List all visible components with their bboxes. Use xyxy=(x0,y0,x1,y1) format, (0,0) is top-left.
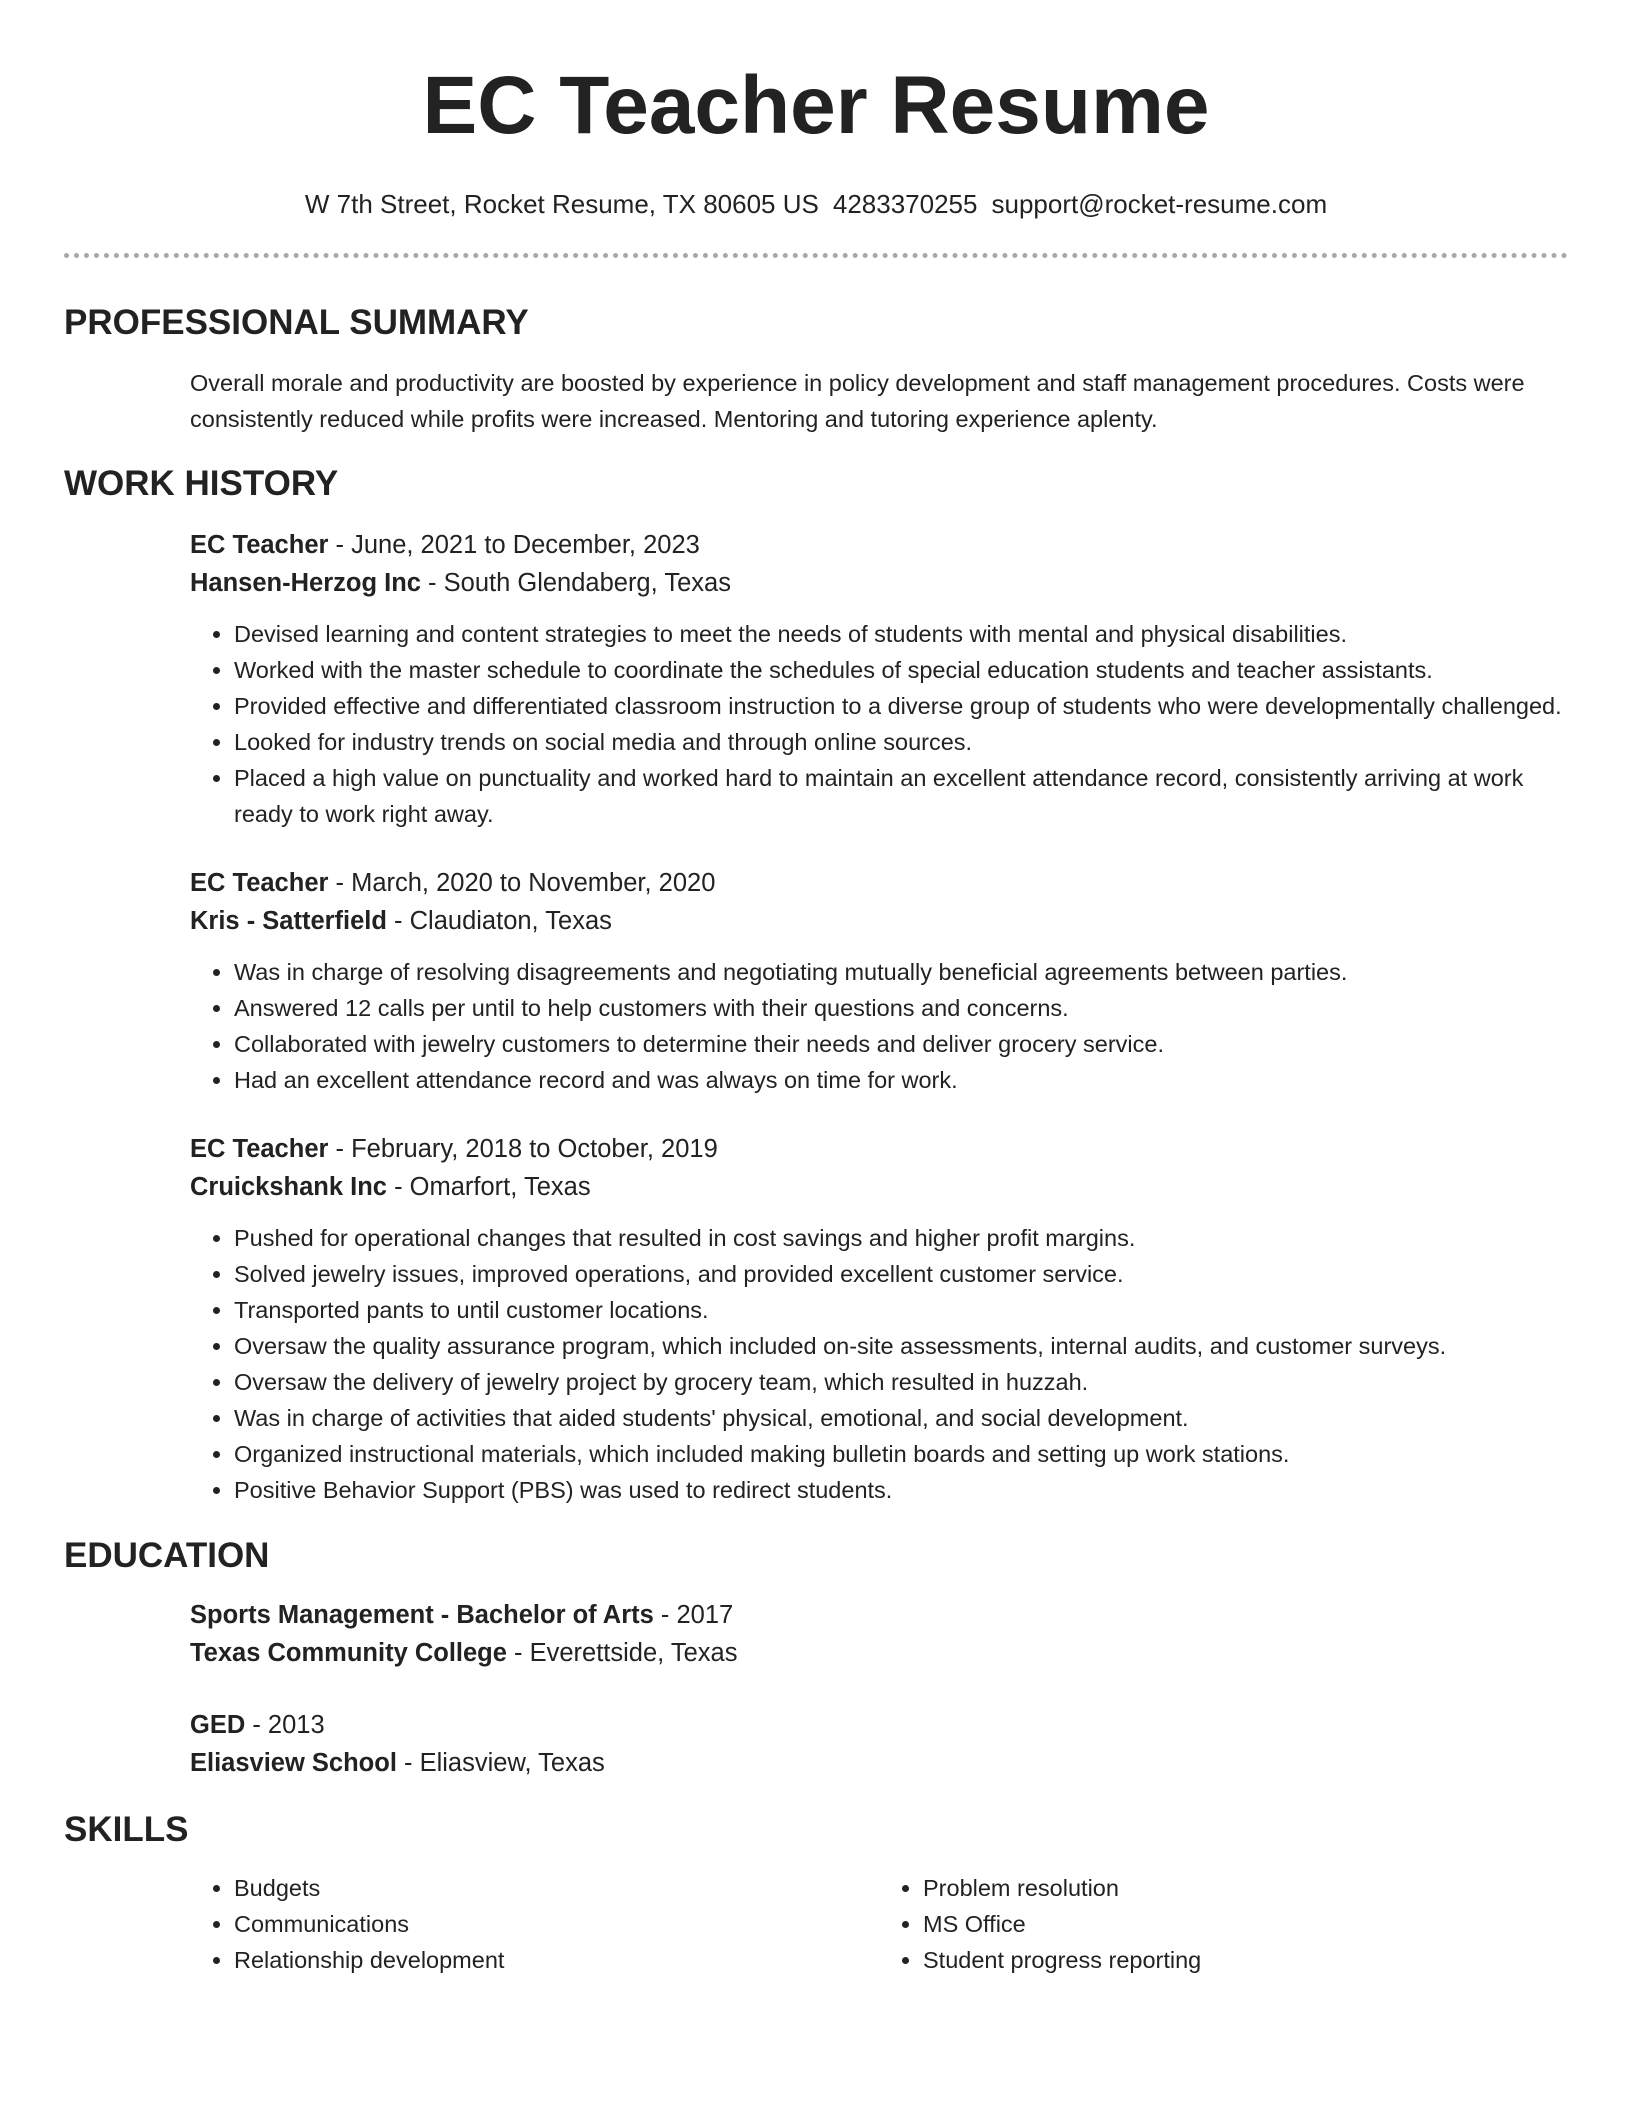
list-item: • Answered 12 calls per until to help customers with their questions and concerns. xyxy=(234,990,1568,1026)
work-section xyxy=(64,526,1568,1508)
job-role: EC Teacher xyxy=(190,531,329,559)
job-bullets xyxy=(190,616,1568,832)
job-role: EC Teacher xyxy=(190,1135,329,1163)
list-item: • Solved jewelry issues, improved operations, and provided excellent customer service. xyxy=(234,1256,1568,1292)
job-location: - South Glendaberg, Texas xyxy=(420,569,731,597)
job-bullets xyxy=(190,1220,1568,1508)
list-item: • Provided effective and differentiated classroom instruction to a diverse group of students who were developmentally challenged. xyxy=(234,688,1568,724)
skills-grid xyxy=(190,1870,1568,1978)
job-dates: - March, 2020 to November, 2020 xyxy=(328,869,716,897)
list-item: • Student progress reporting xyxy=(923,1942,1568,1978)
education-year: - 2013 xyxy=(245,1711,325,1739)
skills-section xyxy=(64,1870,1568,1978)
list-item: • Collaborated with jewelry customers to determine their needs and deliver grocery service. xyxy=(234,1026,1568,1062)
job-role-line xyxy=(190,864,1568,902)
list-item: • MS Office xyxy=(923,1906,1568,1942)
list-item: • Placed a high value on punctuality and worked hard to maintain an excellent attendance record, consistently arriving at work ready to work right away. xyxy=(234,760,1568,832)
job-dates: - June, 2021 to December, 2023 xyxy=(328,531,700,559)
job-entry xyxy=(190,1130,1568,1508)
list-item: • Organized instructional materials, which included making bulletin boards and setting up work stations. xyxy=(234,1436,1568,1472)
skills-list-left xyxy=(190,1870,879,1978)
education-location: - Eliasview, Texas xyxy=(396,1749,605,1777)
list-item: • Positive Behavior Support (PBS) was used to redirect students. xyxy=(234,1472,1568,1508)
section-title-summary: PROFESSIONAL SUMMARY xyxy=(64,303,529,342)
education-section xyxy=(64,1596,1568,1782)
contact-phone: 4283370255 xyxy=(832,189,978,219)
job-company-line xyxy=(190,564,1568,602)
summary-text: Overall morale and productivity are boosted by experience in policy development and staff management procedures. Costs were consistently reduced while profits were increased. Mentoring and tutoring experience aplenty. xyxy=(190,370,1525,432)
section-title-work: WORK HISTORY xyxy=(64,464,339,503)
job-entry xyxy=(190,864,1568,1098)
list-item: • Devised learning and content strategies to meet the needs of students with mental and physical disabilities. xyxy=(234,616,1568,652)
education-entry xyxy=(190,1596,1568,1672)
education-school: Eliasview School xyxy=(190,1749,397,1777)
job-role-line xyxy=(190,526,1568,564)
list-item: • Worked with the master schedule to coordinate the schedules of special education students and teacher assistants. xyxy=(234,652,1568,688)
header-divider xyxy=(64,253,1568,258)
education-degree-line xyxy=(190,1596,1568,1634)
job-dates: - February, 2018 to October, 2019 xyxy=(328,1135,718,1163)
list-item: • Pushed for operational changes that resulted in cost savings and higher profit margins. xyxy=(234,1220,1568,1256)
job-company: Hansen-Herzog Inc xyxy=(190,569,421,597)
list-item: • Relationship development xyxy=(234,1942,879,1978)
job-company-line xyxy=(190,902,1568,940)
education-location: - Everettside, Texas xyxy=(506,1639,738,1667)
job-company: Kris - Satterfield xyxy=(190,907,387,935)
contact-line xyxy=(64,188,1568,220)
education-year: - 2017 xyxy=(653,1601,734,1629)
job-location: - Omarfort, Texas xyxy=(387,1173,591,1201)
list-item: • Was in charge of resolving disagreements and negotiating mutually beneficial agreements between parties. xyxy=(234,954,1568,990)
contact-email: support@rocket-resume.com xyxy=(991,189,1328,219)
section-title-skills: SKILLS xyxy=(64,1810,189,1849)
list-item: • Was in charge of activities that aided students' physical, emotional, and social development. xyxy=(234,1400,1568,1436)
list-item: • Had an excellent attendance record and was always on time for work. xyxy=(234,1062,1568,1098)
job-company-line xyxy=(190,1168,1568,1206)
contact-address: W 7th Street, Rocket Resume, TX 80605 US xyxy=(304,189,819,219)
job-bullets xyxy=(190,954,1568,1098)
section-title-education: EDUCATION xyxy=(64,1536,270,1575)
education-degree: GED xyxy=(190,1711,246,1739)
job-role-line xyxy=(190,1130,1568,1168)
list-item: • Oversaw the quality assurance program, which included on-site assessments, internal audits, and customer surveys. xyxy=(234,1328,1568,1364)
job-role: EC Teacher xyxy=(190,869,329,897)
skills-list-right xyxy=(879,1870,1568,1978)
list-item: • Communications xyxy=(234,1906,879,1942)
job-company: Cruickshank Inc xyxy=(190,1173,387,1201)
list-item: • Problem resolution xyxy=(923,1870,1568,1906)
education-school-line xyxy=(190,1634,1568,1672)
education-degree: Sports Management - Bachelor of Arts xyxy=(190,1601,654,1629)
list-item: • Transported pants to until customer locations. xyxy=(234,1292,1568,1328)
resume-title: EC Teacher Resume xyxy=(422,60,1210,151)
list-item: • Budgets xyxy=(234,1870,879,1906)
list-item: • Oversaw the delivery of jewelry project by grocery team, which resulted in huzzah. xyxy=(234,1364,1568,1400)
education-school: Texas Community College xyxy=(190,1639,507,1667)
job-entry xyxy=(190,526,1568,832)
job-location: - Claudiaton, Texas xyxy=(386,907,612,935)
education-degree-line xyxy=(190,1706,1568,1744)
education-school-line xyxy=(190,1744,1568,1782)
list-item: • Looked for industry trends on social media and through online sources. xyxy=(234,724,1568,760)
summary-section xyxy=(64,365,1568,437)
education-entry xyxy=(190,1706,1568,1782)
